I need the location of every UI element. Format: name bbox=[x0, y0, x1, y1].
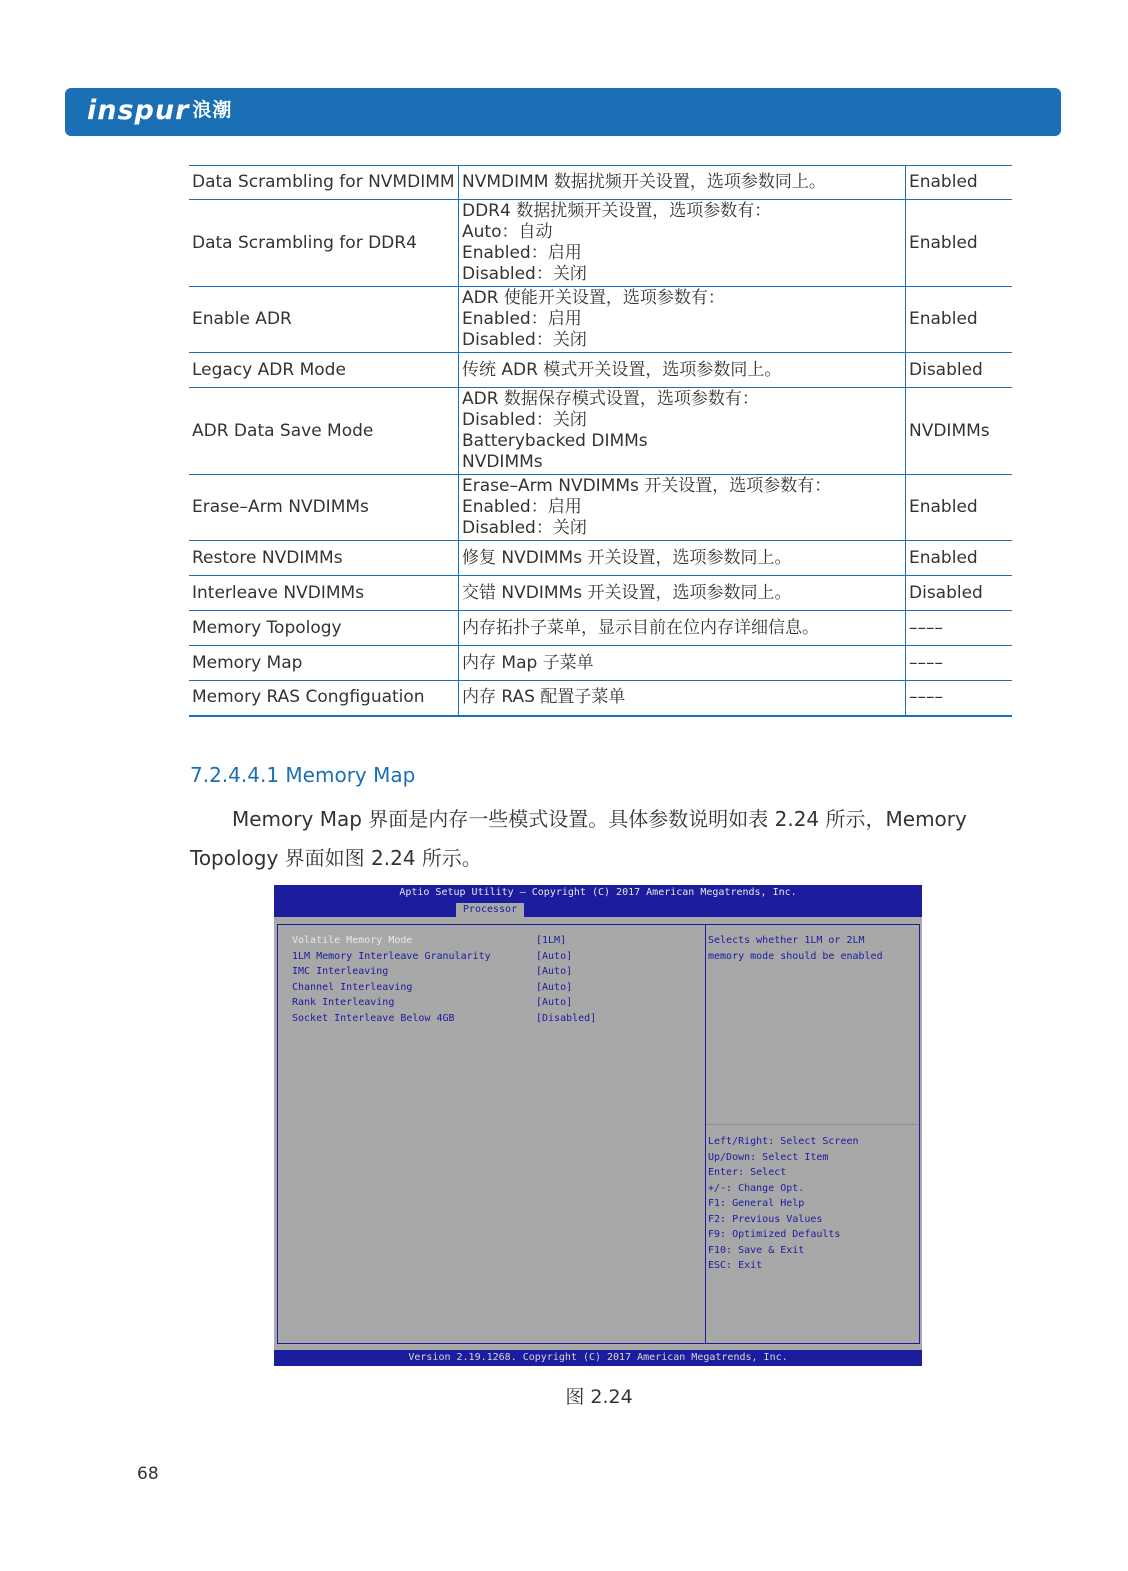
bios-setting-label: Channel Interleaving bbox=[292, 981, 413, 993]
param-name: Interleave NVDIMMs bbox=[189, 576, 459, 611]
key-legend-line: F9: Optimized Defaults bbox=[708, 1229, 841, 1240]
param-default: Enabled bbox=[906, 166, 1013, 200]
param-description bbox=[459, 611, 906, 646]
bios-setting-label: Rank Interleaving bbox=[292, 997, 395, 1008]
param-name: Erase–Arm NVDIMMs bbox=[189, 475, 459, 541]
bios-setting-list bbox=[292, 933, 596, 1026]
key-legend-line: Enter: Select bbox=[708, 1167, 787, 1178]
param-default: NVDIMMs bbox=[906, 388, 1013, 475]
param-description bbox=[459, 166, 906, 200]
param-description bbox=[459, 681, 906, 716]
bios-setting-item[interactable] bbox=[292, 980, 596, 996]
key-legend-line: Up/Down: Select Item bbox=[708, 1151, 829, 1163]
bios-setting-label: Volatile Memory Mode bbox=[292, 935, 413, 946]
description-line: 内存 RAS 配置子菜单 bbox=[462, 687, 626, 708]
bios-setting-value[interactable]: [Disabled] bbox=[536, 1012, 597, 1024]
description-line: NVMDIMM 数据扰频开关设置，选项参数同上。 bbox=[462, 172, 826, 192]
description-line: Enabled：启用 bbox=[462, 243, 582, 263]
key-legend-line: F2: Previous Values bbox=[708, 1213, 823, 1225]
description-line: 传统 ADR 模式开关设置，选项参数同上。 bbox=[462, 359, 782, 380]
table-row bbox=[189, 576, 1012, 611]
key-legend-line: F10: Save & Exit bbox=[708, 1244, 805, 1256]
bios-footer: Version 2.19.1268. Copyright (C) 2017 American Megatrends, Inc. bbox=[274, 1350, 922, 1366]
description-line: Erase–Arm NVDIMMs 开关设置，选项参数有： bbox=[462, 476, 832, 496]
inspur-logo bbox=[87, 95, 232, 126]
key-legend-line: +/-: Change Opt. bbox=[708, 1182, 805, 1194]
param-name: Legacy ADR Mode bbox=[189, 353, 459, 388]
bios-setting-item[interactable] bbox=[292, 933, 596, 949]
page-number: 68 bbox=[137, 1464, 159, 1484]
table-row bbox=[189, 200, 1012, 287]
paragraph-line-1: Memory Map 界面是内存一些模式设置。具体参数说明如表 2.24 所示，Memory bbox=[232, 807, 967, 831]
help-line: Selects whether 1LM or 2LM bbox=[708, 935, 865, 946]
section-paragraph bbox=[190, 800, 1010, 878]
bios-divider bbox=[705, 924, 706, 1343]
bios-setting-label: IMC Interleaving bbox=[292, 966, 389, 977]
param-default: Enabled bbox=[906, 541, 1013, 576]
table-row bbox=[189, 681, 1012, 716]
param-name: Memory Map bbox=[189, 646, 459, 681]
param-description bbox=[459, 646, 906, 681]
bios-setting-label: 1LM Memory Interleave Granularity bbox=[292, 950, 491, 962]
description-line: Disabled：关闭 bbox=[462, 264, 587, 284]
param-name: Memory Topology bbox=[189, 611, 459, 646]
description-line: ADR 使能开关设置，选项参数有： bbox=[462, 288, 725, 308]
description-line: Disabled：关闭 bbox=[462, 410, 587, 430]
bios-setting-item[interactable] bbox=[292, 1011, 596, 1027]
bios-setting-item[interactable] bbox=[292, 949, 596, 965]
param-description bbox=[459, 353, 906, 388]
description-line: NVDIMMs bbox=[462, 452, 543, 472]
description-line: 内存 Map 子菜单 bbox=[462, 652, 594, 673]
description-line: Batterybacked DIMMs bbox=[462, 431, 648, 451]
table-row bbox=[189, 287, 1012, 353]
bios-setting-item[interactable] bbox=[292, 995, 596, 1011]
bios-help-text bbox=[708, 933, 883, 964]
table-row bbox=[189, 475, 1012, 541]
param-description bbox=[459, 388, 906, 475]
description-line: Enabled：启用 bbox=[462, 497, 582, 517]
param-default: Disabled bbox=[906, 353, 1013, 388]
parameter-table bbox=[189, 165, 1012, 717]
param-default: –––– bbox=[906, 681, 1013, 716]
bios-setting-item[interactable] bbox=[292, 964, 596, 980]
table-row bbox=[189, 166, 1012, 200]
section-heading: 7.2.4.4.1 Memory Map bbox=[190, 763, 416, 787]
bios-title-bar bbox=[274, 885, 922, 917]
param-name: Memory RAS Congfiguation bbox=[189, 681, 459, 716]
param-default: Enabled bbox=[906, 475, 1013, 541]
bios-title: Aptio Setup Utility – Copyright (C) 2017 American Megatrends, Inc. bbox=[399, 887, 797, 898]
param-default: –––– bbox=[906, 611, 1013, 646]
param-description bbox=[459, 475, 906, 541]
description-line: Disabled：关闭 bbox=[462, 518, 587, 538]
table-row bbox=[189, 646, 1012, 681]
help-line: memory mode should be enabled bbox=[708, 950, 883, 962]
paragraph-line-2: Topology 界面如图 2.24 所示。 bbox=[190, 846, 482, 870]
header-banner bbox=[65, 88, 1061, 136]
figure-caption: 图 2.24 bbox=[565, 1386, 633, 1408]
bios-setting-value[interactable]: [Auto] bbox=[536, 950, 573, 962]
param-name: Data Scrambling for DDR4 bbox=[189, 200, 459, 287]
key-legend-line: Left/Right: Select Screen bbox=[708, 1136, 859, 1147]
param-description bbox=[459, 200, 906, 287]
description-line: Enabled：启用 bbox=[462, 309, 582, 329]
logo-text-cn: 浪潮 bbox=[192, 99, 233, 121]
description-line: DDR4 数据扰频开关设置，选项参数有： bbox=[462, 201, 772, 221]
description-line: 修复 NVDIMMs 开关设置，选项参数同上。 bbox=[462, 547, 792, 568]
table-row bbox=[189, 541, 1012, 576]
description-line: 内存拓扑子菜单，显示目前在位内存详细信息。 bbox=[462, 617, 819, 638]
bios-setting-value[interactable]: [Auto] bbox=[536, 997, 573, 1008]
tab-processor[interactable]: Processor bbox=[456, 903, 524, 917]
key-legend-line: ESC: Exit bbox=[708, 1260, 763, 1271]
param-name: Enable ADR bbox=[189, 287, 459, 353]
table-row bbox=[189, 353, 1012, 388]
bios-setting-value[interactable]: [Auto] bbox=[536, 966, 573, 977]
bios-help-divider bbox=[706, 1124, 918, 1125]
param-name: Data Scrambling for NVMDIMM bbox=[189, 166, 459, 200]
bios-screenshot bbox=[274, 885, 922, 1366]
param-default: Enabled bbox=[906, 200, 1013, 287]
description-line: Auto：自动 bbox=[462, 222, 553, 242]
key-legend-line: F1: General Help bbox=[708, 1198, 805, 1209]
table-row bbox=[189, 611, 1012, 646]
param-name: ADR Data Save Mode bbox=[189, 388, 459, 475]
description-line: ADR 数据保存模式设置，选项参数有： bbox=[462, 389, 759, 409]
param-name: Restore NVDIMMs bbox=[189, 541, 459, 576]
param-description bbox=[459, 541, 906, 576]
bios-key-legend bbox=[708, 1134, 859, 1274]
bios-setting-value[interactable]: [1LM] bbox=[536, 935, 567, 946]
bios-setting-value[interactable]: [Auto] bbox=[536, 981, 573, 993]
param-description bbox=[459, 576, 906, 611]
description-line: 交错 NVDIMMs 开关设置，选项参数同上。 bbox=[462, 582, 792, 603]
param-default: –––– bbox=[906, 646, 1013, 681]
table-row bbox=[189, 388, 1012, 475]
param-default: Enabled bbox=[906, 287, 1013, 353]
param-default: Disabled bbox=[906, 576, 1013, 611]
param-description bbox=[459, 287, 906, 353]
description-line: Disabled：关闭 bbox=[462, 330, 587, 350]
logo-text: inspur bbox=[87, 95, 190, 126]
bios-setting-label: Socket Interleave Below 4GB bbox=[292, 1012, 455, 1024]
